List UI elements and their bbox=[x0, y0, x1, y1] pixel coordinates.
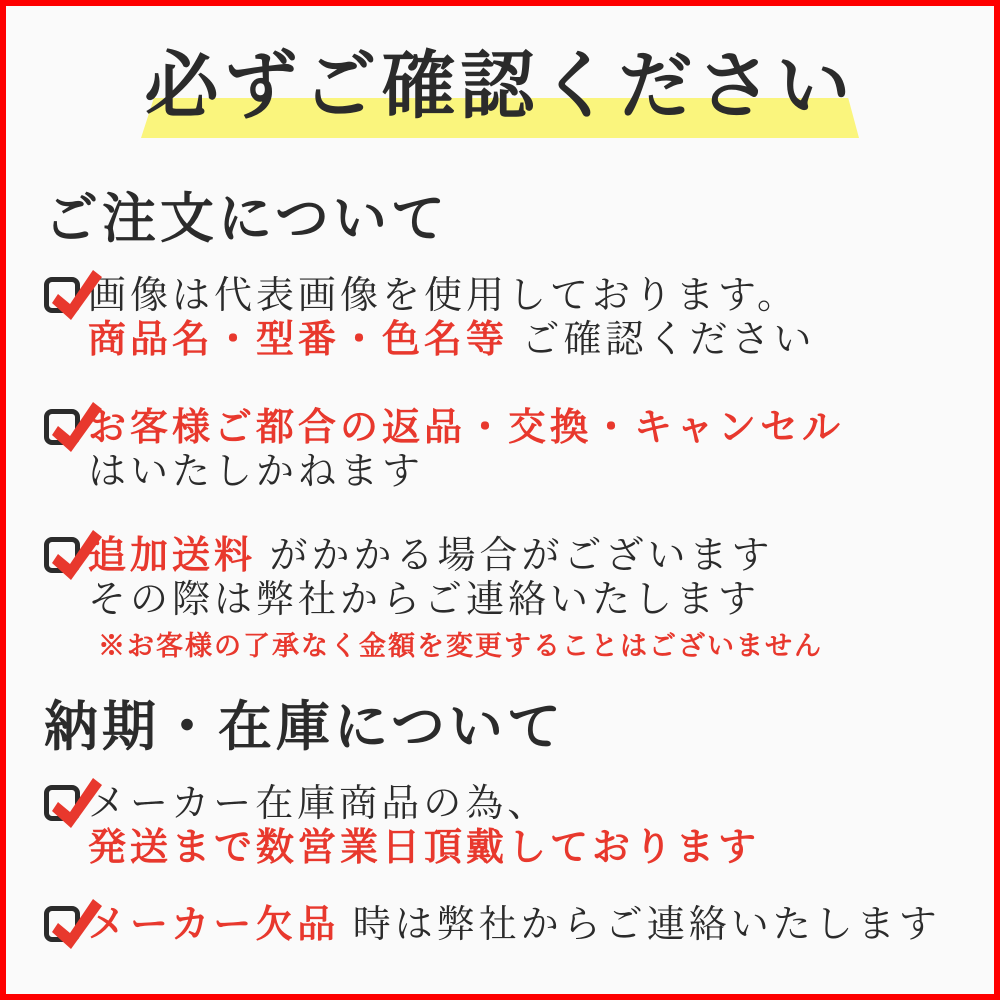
notice-item-maker-out-of-stock bbox=[44, 903, 974, 947]
notice-text-segment-emphasis: 追加送料 bbox=[88, 535, 257, 577]
price-change-note: ※お客様の了承なく金額を変更することはございません bbox=[98, 631, 823, 661]
checkbox-checked-icon bbox=[44, 785, 80, 821]
notice-text-segment-emphasis: お客様ご都合の返品・交換・キャンセル bbox=[88, 407, 845, 449]
notice-line bbox=[88, 903, 941, 947]
checkbox-checked-icon bbox=[44, 906, 80, 942]
checkbox-checked-icon bbox=[44, 537, 80, 573]
section-stock bbox=[6, 696, 994, 947]
notice-item-extra-shipping bbox=[44, 534, 974, 622]
notice-item-text bbox=[88, 534, 774, 622]
notice-item-text bbox=[88, 274, 816, 362]
page-header bbox=[6, 34, 994, 140]
notice-text-segment: その際は弊社からご連絡いたします bbox=[88, 579, 761, 621]
notice-line bbox=[88, 578, 774, 622]
notice-text-segment: ご確認ください bbox=[521, 319, 816, 361]
notice-line bbox=[88, 450, 844, 494]
notice-item-text bbox=[88, 406, 844, 494]
notice-text-segment: メーカー在庫商品の為、 bbox=[88, 783, 550, 825]
notice-text-segment: がかかる場合がございます bbox=[269, 535, 774, 577]
notice-line bbox=[88, 534, 774, 578]
notice-text-segment-emphasis: 発送まで数営業日頂戴しております bbox=[88, 827, 761, 869]
notice-item-text bbox=[88, 903, 941, 947]
notice-line bbox=[88, 782, 760, 826]
checkbox-checked-icon bbox=[44, 409, 80, 445]
page-title: 必ずご確認ください bbox=[144, 46, 856, 128]
notice-line bbox=[88, 274, 816, 318]
notice-line bbox=[88, 826, 760, 870]
notice-text-segment-emphasis: 商品名・型番・色名等 bbox=[88, 319, 509, 361]
notice-text-segment-emphasis: メーカー欠品 bbox=[88, 904, 340, 946]
notice-item-text bbox=[88, 782, 760, 870]
checkbox-checked-icon bbox=[44, 277, 80, 313]
notice-item-maker-stock bbox=[44, 782, 974, 870]
notice-line bbox=[88, 406, 844, 450]
notice-item-representative-image bbox=[44, 274, 974, 362]
notice-line bbox=[88, 318, 816, 362]
notice-text-segment: はいたしかねます bbox=[88, 451, 425, 493]
notice-item-no-returns bbox=[44, 406, 974, 494]
section-order-heading: ご注文について bbox=[44, 189, 449, 249]
notice-text-segment: 時は弊社からご連絡いたします bbox=[352, 904, 941, 946]
section-stock-heading: 納期・在庫について bbox=[44, 697, 565, 757]
section-order bbox=[6, 188, 994, 662]
notice-text-segment: 画像は代表画像を使用しております。 bbox=[88, 275, 799, 317]
